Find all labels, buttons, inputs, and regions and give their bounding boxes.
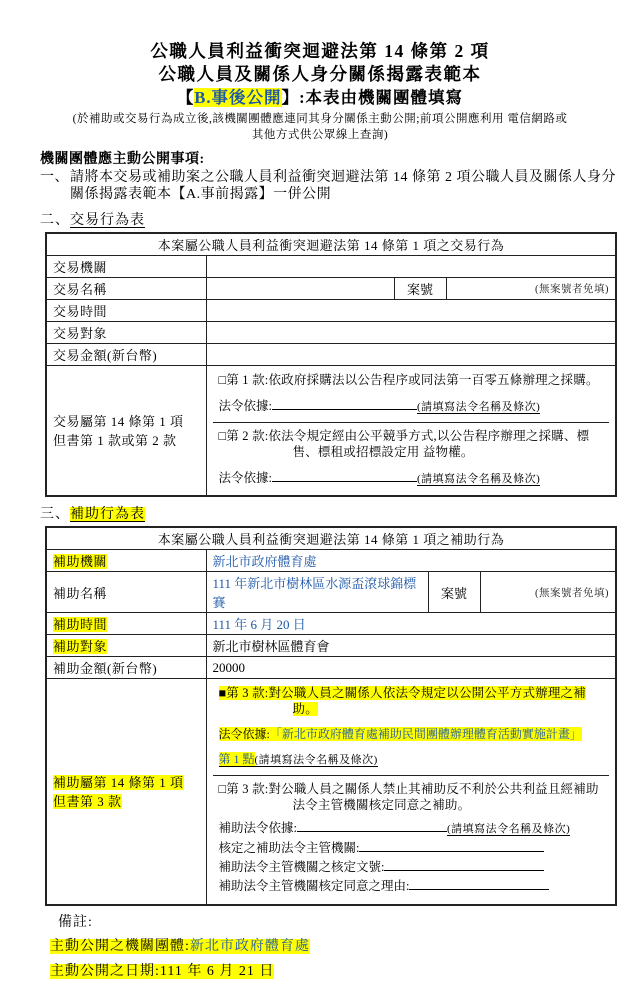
table-caption: 本案屬公職人員利益衝突迴避法第 14 條第 1 項之交易行為 (46, 233, 616, 256)
law-point: 第 1 點 (218, 752, 255, 766)
table-row (46, 572, 616, 613)
fill-in-blank (297, 819, 447, 832)
row-value: 新北市樹林區體育會 (206, 635, 616, 657)
clause-option-2 (213, 775, 610, 903)
instructions-heading: 機關團體應主動公開事項: (40, 152, 205, 167)
publish-date-line (50, 959, 640, 984)
table-caption-row (46, 233, 616, 256)
fill-in-note: (請填寫法令名稱及條次) (416, 401, 541, 413)
field-label: 補助法令依據: (218, 821, 297, 835)
fill-in-blank (272, 397, 417, 410)
field-label: 核定之補助法令主管機關: (218, 841, 360, 855)
checkbox-unchecked-icon[interactable]: □ (218, 782, 227, 796)
clause-label-line2: 但書第 1 款或第 2 款 (53, 432, 177, 448)
section-number: 三、 (40, 507, 70, 522)
row-value (206, 256, 616, 278)
instructions (40, 151, 620, 203)
fill-in-blank (359, 839, 544, 852)
row-label: 補助時間 (46, 613, 206, 635)
approval-reason-line (219, 877, 604, 896)
table-row (46, 278, 616, 300)
row-value (206, 300, 616, 322)
page-subtitle (0, 86, 640, 109)
document-footer (50, 912, 640, 984)
section-heading-transaction (40, 212, 640, 229)
subsidy-law-basis-line (219, 819, 604, 839)
publishing-org-line (50, 934, 640, 959)
transaction-table (45, 232, 617, 497)
clause-label-line1: 交易屬第 14 條第 1 項 (53, 413, 184, 429)
law-basis-line (219, 726, 604, 742)
section-title: 交易行為表 (70, 213, 145, 228)
law-point-line (219, 751, 604, 768)
publishing-org-value: 新北市政府體育處 (189, 939, 310, 954)
table-row (46, 613, 616, 635)
row-label: 補助對象 (46, 635, 206, 657)
law-basis-value: 「新北市政府體育處補助民間團體辦理體育活動實施計畫」 (269, 727, 582, 741)
after-publish-tag: B.事後公開 (194, 88, 282, 107)
fill-in-blank (409, 877, 549, 890)
bracket-close: 】 (281, 88, 300, 107)
page-title-line2: 公職人員及關係人身分關係揭露表範本 (158, 64, 482, 84)
instruction-item-1 (40, 170, 620, 203)
row-label: 交易金額(新台幣) (46, 344, 206, 366)
row-value: 新北市政府體育處 (206, 550, 616, 572)
section-title: 補助行為表 (70, 507, 145, 522)
publishing-org-label: 主動公開之機關團體: (50, 939, 190, 954)
table-row (46, 344, 616, 366)
case-number-label: 案號 (394, 278, 446, 300)
clause-option-1 (213, 680, 610, 775)
clause-row (46, 366, 616, 497)
document-header (0, 0, 640, 143)
law-basis-line (219, 397, 604, 415)
approving-authority-line (219, 839, 604, 858)
fill-in-blank (384, 858, 544, 871)
item-number: 一、 (40, 170, 69, 185)
case-number-label: 案號 (428, 572, 480, 613)
row-label: 交易機關 (46, 256, 206, 278)
row-value (206, 278, 394, 300)
case-number-note: (無案號者免填) (446, 278, 616, 300)
table-caption: 本案屬公職人員利益衝突迴避法第 14 條第 1 項之補助行為 (46, 527, 616, 550)
table-row (46, 300, 616, 322)
header-note-line2: 其他方式供公眾線上查詢) (251, 129, 389, 141)
law-basis-label: 法令依據: (218, 727, 270, 741)
clause-row (46, 679, 616, 906)
fill-in-note: (請填寫法令名稱及條次) (254, 754, 378, 766)
clause-option-1 (213, 367, 610, 422)
clause-label (46, 679, 206, 906)
clause-option-2 (213, 422, 610, 494)
field-label: 補助法令主管機關核定同意之理由: (218, 879, 410, 893)
row-label: 補助名稱 (46, 572, 206, 613)
item-text: 請將本交易或補助案之公職人員利益衝突迴避法第 14 條第 2 項公職人員及關係人身分關係揭露表範本【A.事前揭露】一併公開 (70, 170, 616, 202)
clause-options (206, 679, 616, 906)
approval-doc-number-line (219, 858, 604, 877)
fill-in-note: (請填寫法令名稱及條次) (416, 473, 541, 485)
law-basis-line (219, 469, 604, 487)
checkbox-unchecked-icon[interactable]: □ (218, 429, 227, 443)
header-note-line1: (於補助或交易行為成立後,該機關團體應連同其身分關係主動公開;前項公開應利用 電信網路或 (72, 113, 568, 125)
subsidy-table (45, 526, 617, 906)
law-basis-label: 法令依據: (218, 399, 272, 413)
publish-date-label: 主動公開之日期: (50, 964, 160, 979)
table-row (46, 550, 616, 572)
table-row (46, 635, 616, 657)
clause-label-line1: 補助屬第 14 條第 1 項 (53, 774, 184, 790)
row-label: 補助機關 (46, 550, 206, 572)
clause-label (46, 366, 206, 497)
row-value (206, 344, 616, 366)
field-label: 補助法令主管機關之核定文號: (218, 860, 385, 874)
row-label: 交易時間 (46, 300, 206, 322)
option-text: □第 1 款:依政府採購法以公告程序或同法第一百零五條辦理之採購。 (218, 373, 599, 387)
table-row (46, 657, 616, 679)
subtitle-rest: :本表由機關團體填寫 (299, 88, 464, 107)
table-row (46, 256, 616, 278)
row-value (206, 322, 616, 344)
table-caption-row (46, 527, 616, 550)
section-number: 二、 (40, 213, 70, 228)
row-value: 111 年新北市樹林區水源盃滾球錦標賽 (206, 572, 428, 613)
option-text: □第 3 款:對公職人員之關係人禁止其補助反不利於公共利益且經補助法令主管機關核定同意之補助。 (218, 782, 599, 812)
checkbox-checked-icon[interactable]: ■ (218, 686, 227, 700)
law-basis-label: 法令依據: (218, 471, 272, 485)
table-row (46, 322, 616, 344)
header-note (0, 111, 640, 143)
bracket-open: 【 (176, 88, 195, 107)
row-label: 補助金額(新台幣) (46, 657, 206, 679)
section-heading-subsidy (40, 506, 640, 523)
option-text: □第 2 款:依法令規定經由公平競爭方式,以公告程序辦理之採購、標售、標租或招標設定用 益物權。 (218, 429, 590, 459)
clause-label-line2: 但書第 3 款 (53, 793, 122, 809)
row-label: 交易對象 (46, 322, 206, 344)
fill-in-blank (272, 469, 417, 482)
option-text: ■第 3 款:對公職人員之關係人依法令規定以公開公平方式辦理之補助。 (218, 686, 586, 716)
row-value: 111 年 6 月 20 日 (206, 613, 616, 635)
publish-date-value: 111 年 6 月 21 日 (159, 964, 275, 979)
case-number-note: (無案號者免填) (480, 572, 616, 613)
row-value: 20000 (206, 657, 616, 679)
remark-heading: 備註: (58, 915, 93, 930)
row-label: 交易名稱 (46, 278, 206, 300)
fill-in-note: (請填寫法令名稱及條次) (446, 823, 571, 835)
page-title-line1: 公職人員利益衝突迴避法第 14 條第 2 項 (150, 41, 490, 61)
checkbox-unchecked-icon[interactable]: □ (218, 373, 227, 387)
clause-options (206, 366, 616, 497)
